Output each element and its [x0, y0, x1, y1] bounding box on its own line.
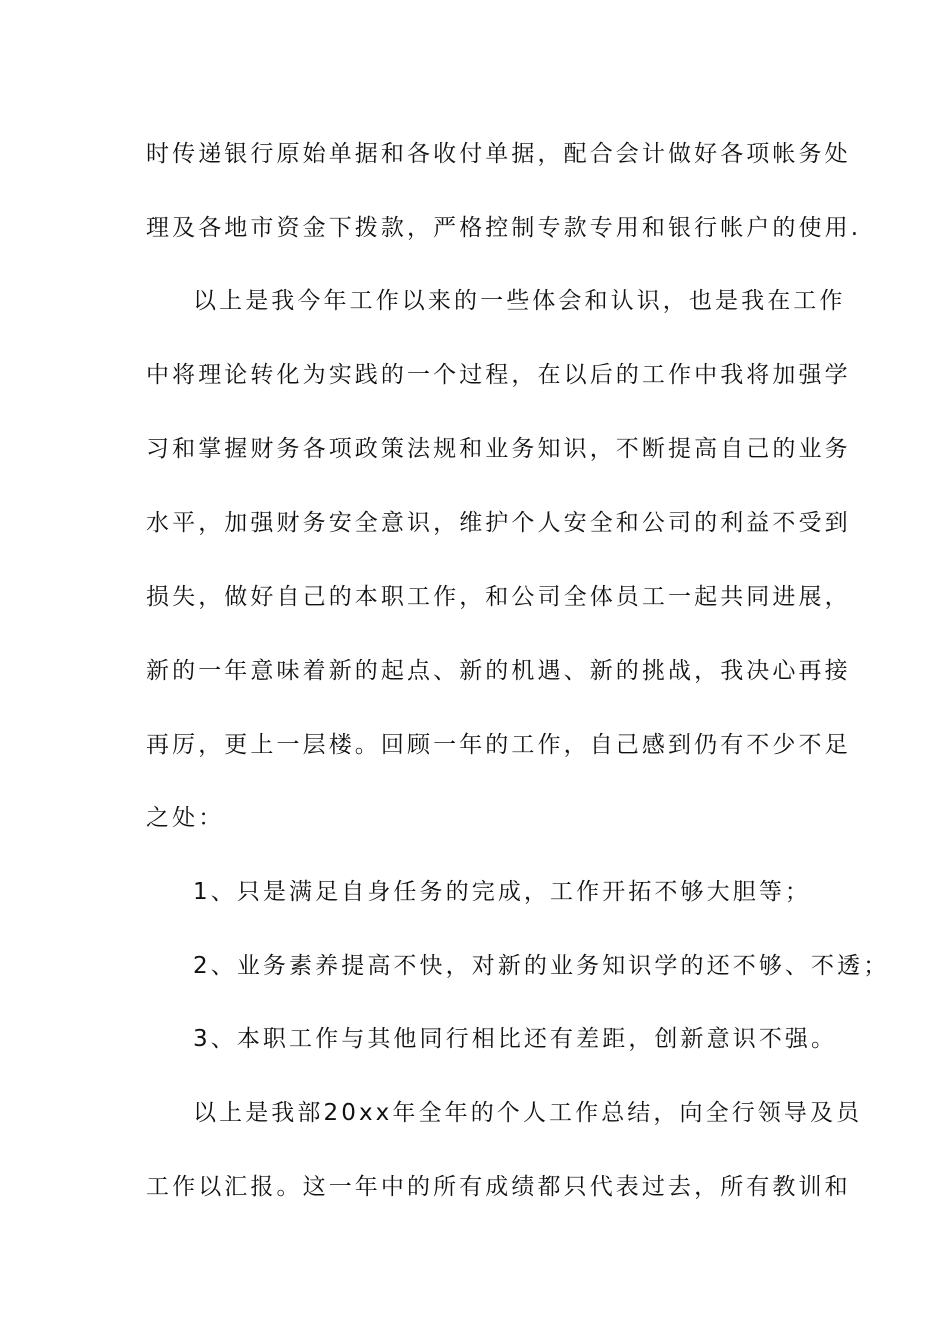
text-line: 理及各地市资金下拨款，严格控制专款专用和银行帐户的使用.	[146, 215, 862, 241]
list-item-2: 2、业务素养提高不快，对新的业务知识学的还不够、不透；	[193, 953, 890, 979]
list-item-3: 3、本职工作与其他同行相比还有差距，创新意识不强。	[193, 1026, 838, 1052]
text-line: 之处：	[146, 805, 225, 831]
text-line: 损失，做好自己的本职工作，和公司全体员工一起共同进展，	[146, 584, 851, 610]
paragraph-start-line: 以上是我部20xx年全年的个人工作总结，向全行领导及员	[193, 1100, 863, 1126]
text-line: 中将理论转化为实践的一个过程，在以后的工作中我将加强学	[146, 362, 851, 388]
text-line: 工作以汇报。这一年中的所有成绩都只代表过去，所有教训和	[146, 1174, 851, 1200]
paragraph-start-line: 以上是我今年工作以来的一些体会和认识，也是我在工作	[193, 288, 846, 314]
list-item-1: 1、只是满足自身任务的完成，工作开拓不够大胆等；	[193, 879, 812, 905]
text-line: 时传递银行原始单据和各收付单据，配合会计做好各项帐务处	[146, 141, 851, 167]
text-line: 习和掌握财务各项政策法规和业务知识，不断提高自己的业务	[146, 436, 851, 462]
text-line: 再厉，更上一层楼。回顾一年的工作，自己感到仍有不少不足	[146, 732, 851, 758]
text-line: 水平，加强财务安全意识，维护个人安全和公司的利益不受到	[146, 510, 851, 536]
text-line: 新的一年意味着新的起点、新的机遇、新的挑战，我决心再接	[146, 658, 851, 684]
